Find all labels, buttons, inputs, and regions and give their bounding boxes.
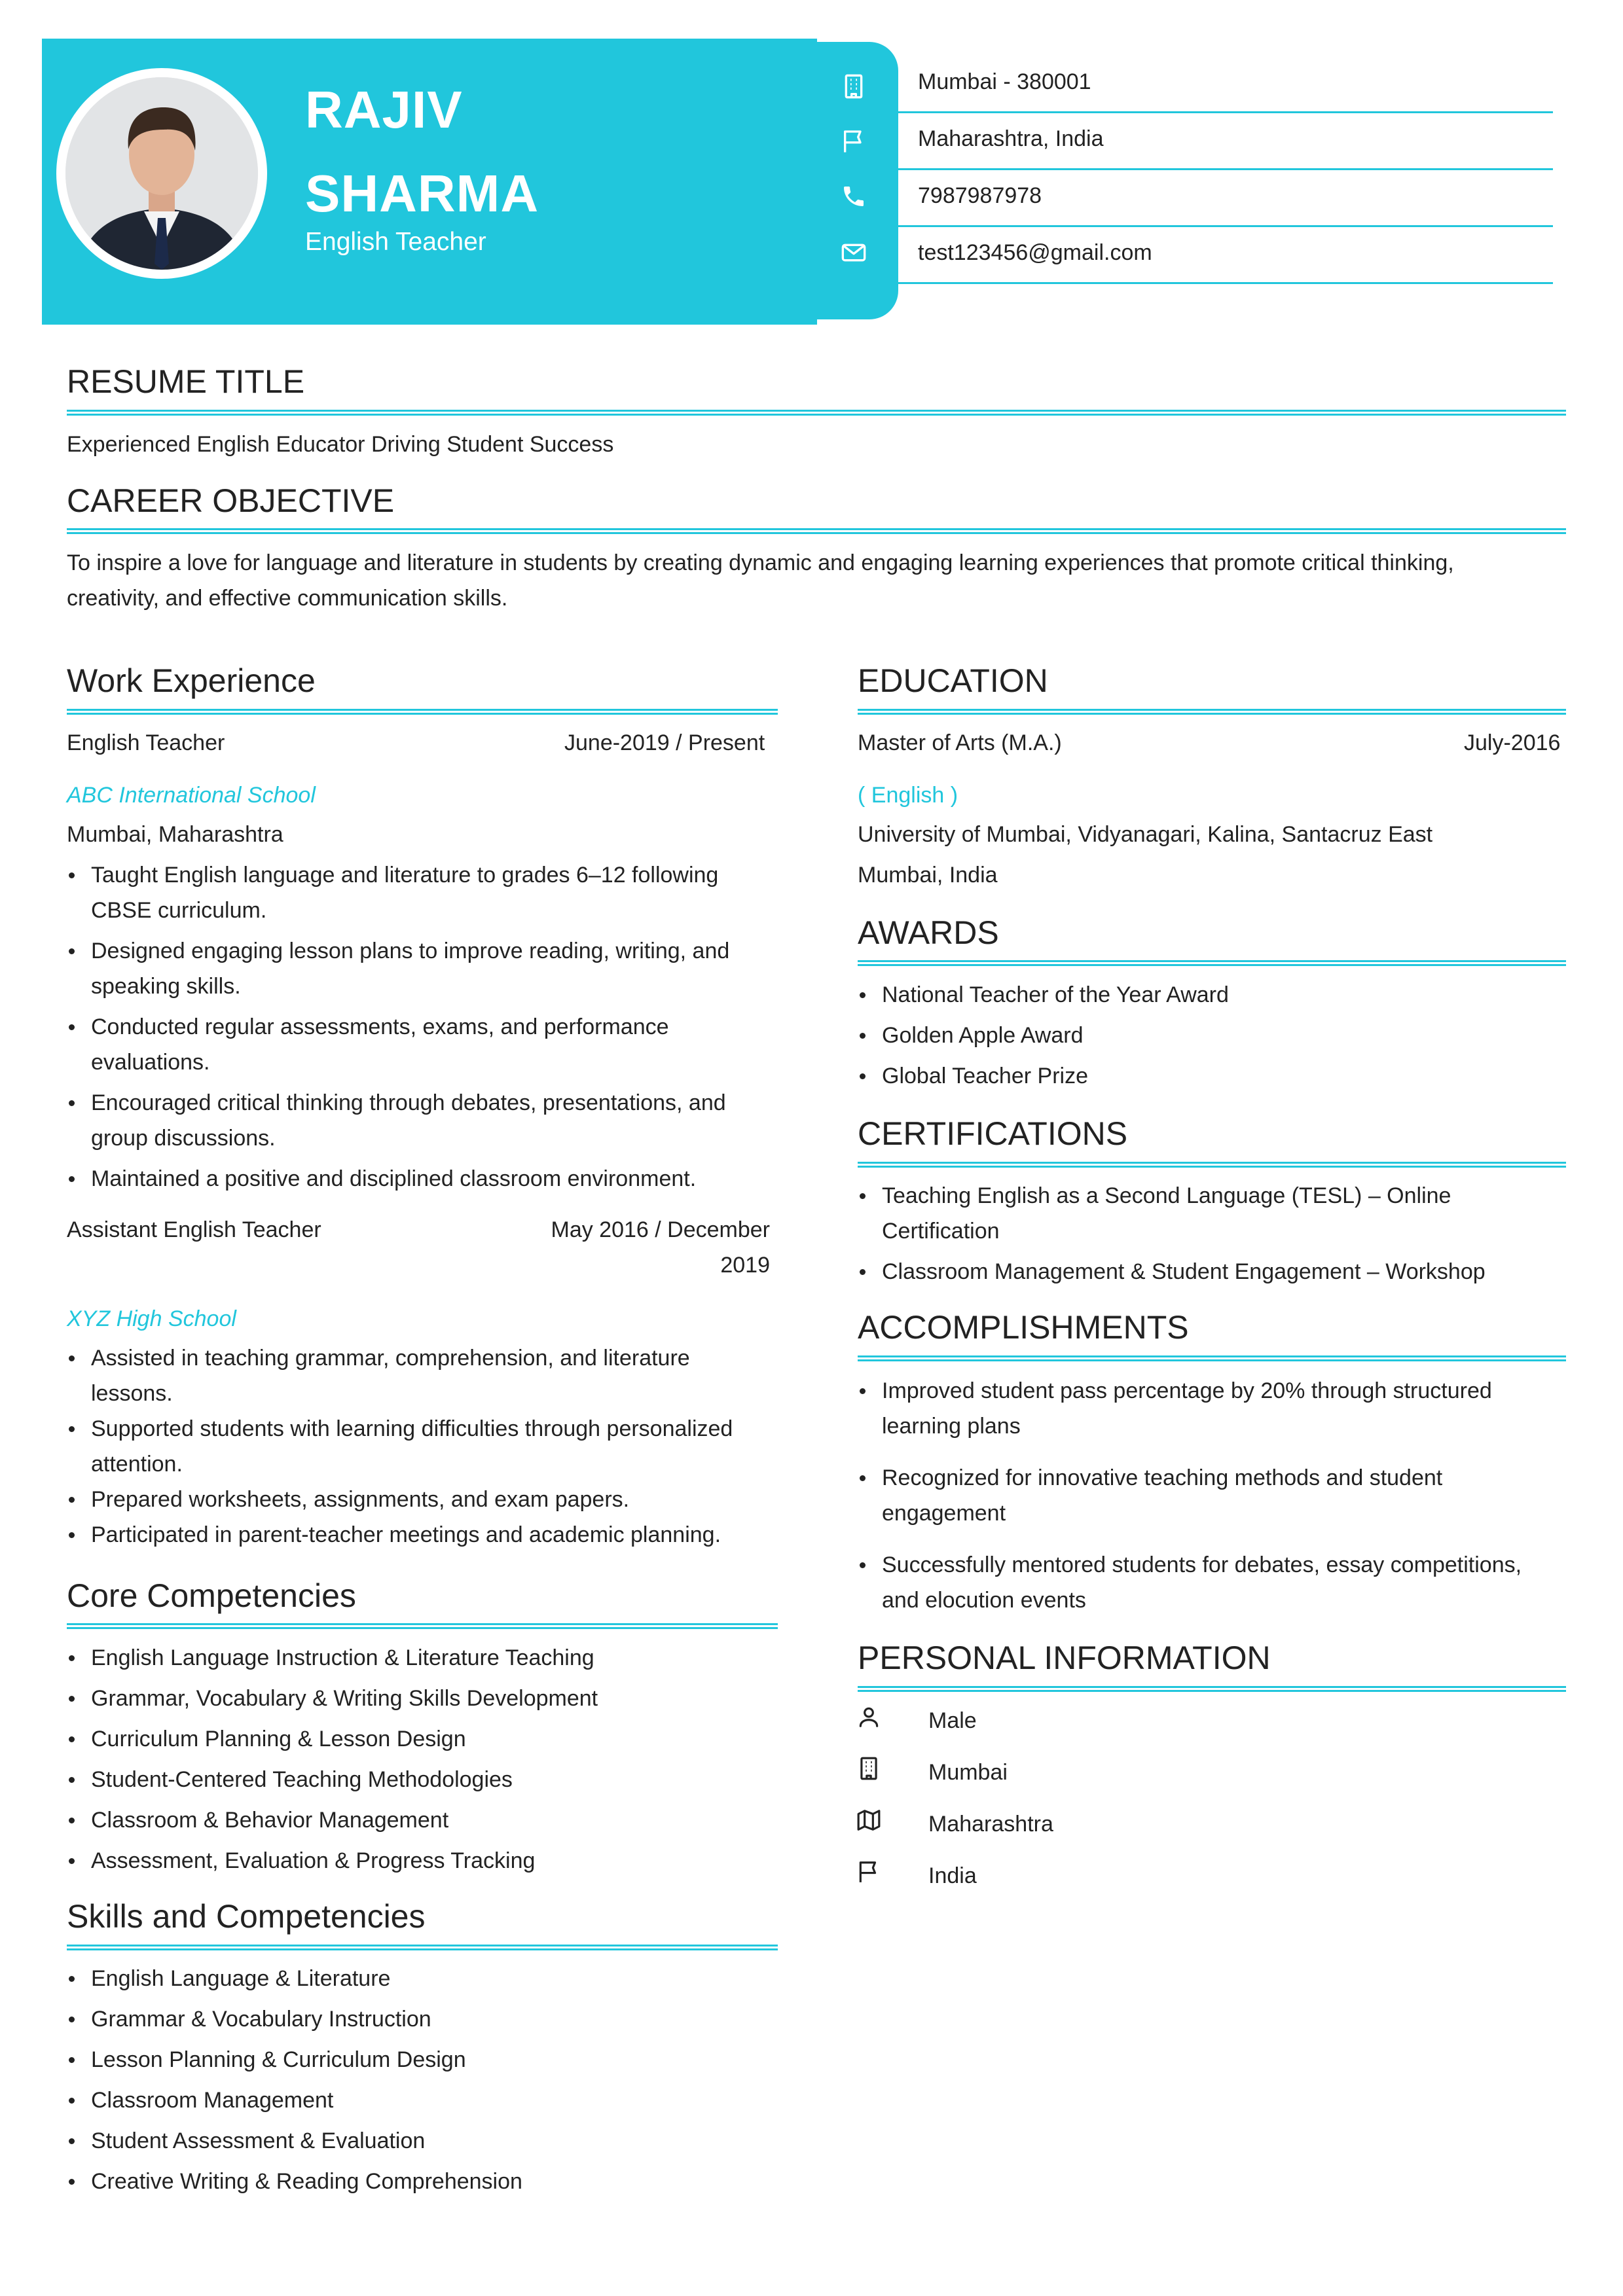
personal-country: India xyxy=(928,1863,977,1888)
list-item: Curriculum Planning & Lesson Design xyxy=(67,1721,774,1757)
career-objective-text xyxy=(67,545,1566,616)
career-objective-heading: CAREER OBJECTIVE xyxy=(67,482,395,519)
skills-list xyxy=(67,1961,774,2199)
section-divider xyxy=(67,1623,778,1629)
awards-list xyxy=(858,977,1565,1094)
list-item: Assisted in teaching grammar, comprehension, and literature lessons. xyxy=(67,1340,761,1411)
phone-icon xyxy=(841,183,867,209)
list-item: Recognized for innovative teaching methods and student engagement xyxy=(858,1460,1552,1531)
section-divider xyxy=(858,1355,1566,1361)
contact-email: test123456@gmail.com xyxy=(918,240,1152,265)
career-objective-line-1: To inspire a love for language and literature in students by creating dynamic and engaging learning experiences that promote critical thinking, xyxy=(67,550,1454,575)
mail-icon xyxy=(841,240,867,266)
job-2-duties-list xyxy=(67,1340,761,1552)
contact-row-phone xyxy=(898,169,1553,227)
list-item: Classroom & Behavior Management xyxy=(67,1803,774,1838)
certifications-list xyxy=(858,1178,1525,1289)
list-item: Improved student pass percentage by 20% through structured learning plans xyxy=(858,1373,1552,1444)
contact-row-email xyxy=(898,226,1553,284)
resume-title-heading: RESUME TITLE xyxy=(67,363,305,400)
education-institution: University of Mumbai, Vidyanagari, Kalina, Santacruz East xyxy=(858,822,1433,847)
resume-title-text: Experienced English Educator Driving Student Success xyxy=(67,432,614,457)
education-subject: ( English ) xyxy=(858,783,958,808)
career-objective-line-2: creativity, and effective communication skills. xyxy=(67,586,508,611)
accomplishments-heading: ACCOMPLISHMENTS xyxy=(858,1309,1189,1346)
list-item: National Teacher of the Year Award xyxy=(858,977,1565,1013)
section-divider xyxy=(858,1162,1566,1168)
personal-state: Maharashtra xyxy=(928,1812,1053,1837)
section-divider xyxy=(858,960,1566,966)
contact-row-address xyxy=(898,55,1553,113)
list-item: English Language & Literature xyxy=(67,1961,774,1996)
profile-photo-frame xyxy=(56,68,267,279)
list-item: Golden Apple Award xyxy=(858,1018,1565,1053)
job-location: Mumbai, Maharashtra xyxy=(67,822,283,847)
person-portrait-image xyxy=(65,77,258,270)
candidate-name xyxy=(305,68,539,236)
core-competencies-heading: Core Competencies xyxy=(67,1577,356,1614)
education-date: July-2016 xyxy=(1464,730,1561,755)
list-item: Assessment, Evaluation & Progress Tracking xyxy=(67,1843,774,1878)
job-dates-line-1: May 2016 / December xyxy=(551,1217,770,1242)
list-item: Creative Writing & Reading Comprehension xyxy=(67,2164,774,2199)
list-item: Grammar, Vocabulary & Writing Skills Development xyxy=(67,1681,774,1716)
job-organization: ABC International School xyxy=(67,783,316,808)
list-item: English Language Instruction & Literature Teaching xyxy=(67,1640,774,1676)
list-item: Conducted regular assessments, exams, and performance evaluations. xyxy=(67,1009,748,1080)
last-name: SHARMA xyxy=(305,164,539,223)
job-role: Assistant English Teacher xyxy=(67,1217,321,1242)
contact-region: Maharashtra, India xyxy=(918,126,1104,151)
job-dates xyxy=(524,1212,770,1283)
section-divider xyxy=(67,410,1566,416)
list-item: Global Teacher Prize xyxy=(858,1058,1565,1094)
contact-address: Mumbai - 380001 xyxy=(918,69,1091,94)
awards-heading: AWARDS xyxy=(858,914,999,951)
job-organization: XYZ High School xyxy=(67,1306,236,1331)
list-item: Classroom Management & Student Engagement – Workshop xyxy=(858,1254,1525,1289)
education-heading: EDUCATION xyxy=(858,662,1048,699)
list-item: Participated in parent-teacher meetings and academic planning. xyxy=(67,1517,761,1552)
section-divider xyxy=(67,1945,778,1950)
list-item: Successfully mentored students for debates, essay competitions, and elocution events xyxy=(858,1547,1552,1618)
certifications-heading: CERTIFICATIONS xyxy=(858,1115,1128,1152)
list-item: Maintained a positive and disciplined classroom environment. xyxy=(67,1161,748,1196)
list-item: Prepared worksheets, assignments, and exam papers. xyxy=(67,1482,761,1517)
flag-icon xyxy=(856,1859,881,1884)
job-dates-line-2: 2019 xyxy=(720,1253,770,1278)
building-icon xyxy=(841,73,867,99)
education-location: Mumbai, India xyxy=(858,863,998,888)
building-icon xyxy=(856,1756,881,1781)
contact-row-region xyxy=(898,112,1553,170)
job-dates: June-2019 / Present xyxy=(564,730,765,755)
list-item: Student Assessment & Evaluation xyxy=(67,2123,774,2159)
list-item: Classroom Management xyxy=(67,2083,774,2118)
accomplishments-list xyxy=(858,1373,1552,1618)
profile-photo xyxy=(65,77,258,270)
job-role: English Teacher xyxy=(67,730,225,755)
job-title: English Teacher xyxy=(305,228,486,256)
list-item: Designed engaging lesson plans to improve reading, writing, and speaking skills. xyxy=(67,933,748,1004)
job-1-duties-list xyxy=(67,857,748,1196)
section-divider xyxy=(67,709,778,715)
list-item: Grammar & Vocabulary Instruction xyxy=(67,2001,774,2037)
personal-info-heading: PERSONAL INFORMATION xyxy=(858,1640,1271,1676)
education-degree: Master of Arts (M.A.) xyxy=(858,730,1062,755)
contact-phone: 7987987978 xyxy=(918,183,1042,208)
personal-city: Mumbai xyxy=(928,1760,1008,1785)
flag-icon xyxy=(841,128,867,154)
list-item: Taught English language and literature to grades 6–12 following CBSE curriculum. xyxy=(67,857,748,928)
section-divider xyxy=(67,528,1566,534)
user-icon xyxy=(856,1704,881,1729)
map-icon xyxy=(856,1808,881,1833)
section-divider xyxy=(858,1686,1566,1692)
first-name: RAJIV xyxy=(305,81,463,139)
list-item: Teaching English as a Second Language (TESL) – Online Certification xyxy=(858,1178,1525,1249)
list-item: Encouraged critical thinking through debates, presentations, and group discussions. xyxy=(67,1085,748,1156)
skills-heading: Skills and Competencies xyxy=(67,1898,426,1935)
list-item: Supported students with learning difficulties through personalized attention. xyxy=(67,1411,761,1482)
list-item: Student-Centered Teaching Methodologies xyxy=(67,1762,774,1797)
list-item: Lesson Planning & Curriculum Design xyxy=(67,2042,774,2077)
work-experience-heading: Work Experience xyxy=(67,662,316,699)
section-divider xyxy=(858,709,1566,715)
personal-gender: Male xyxy=(928,1708,977,1733)
core-competencies-list xyxy=(67,1640,774,1878)
